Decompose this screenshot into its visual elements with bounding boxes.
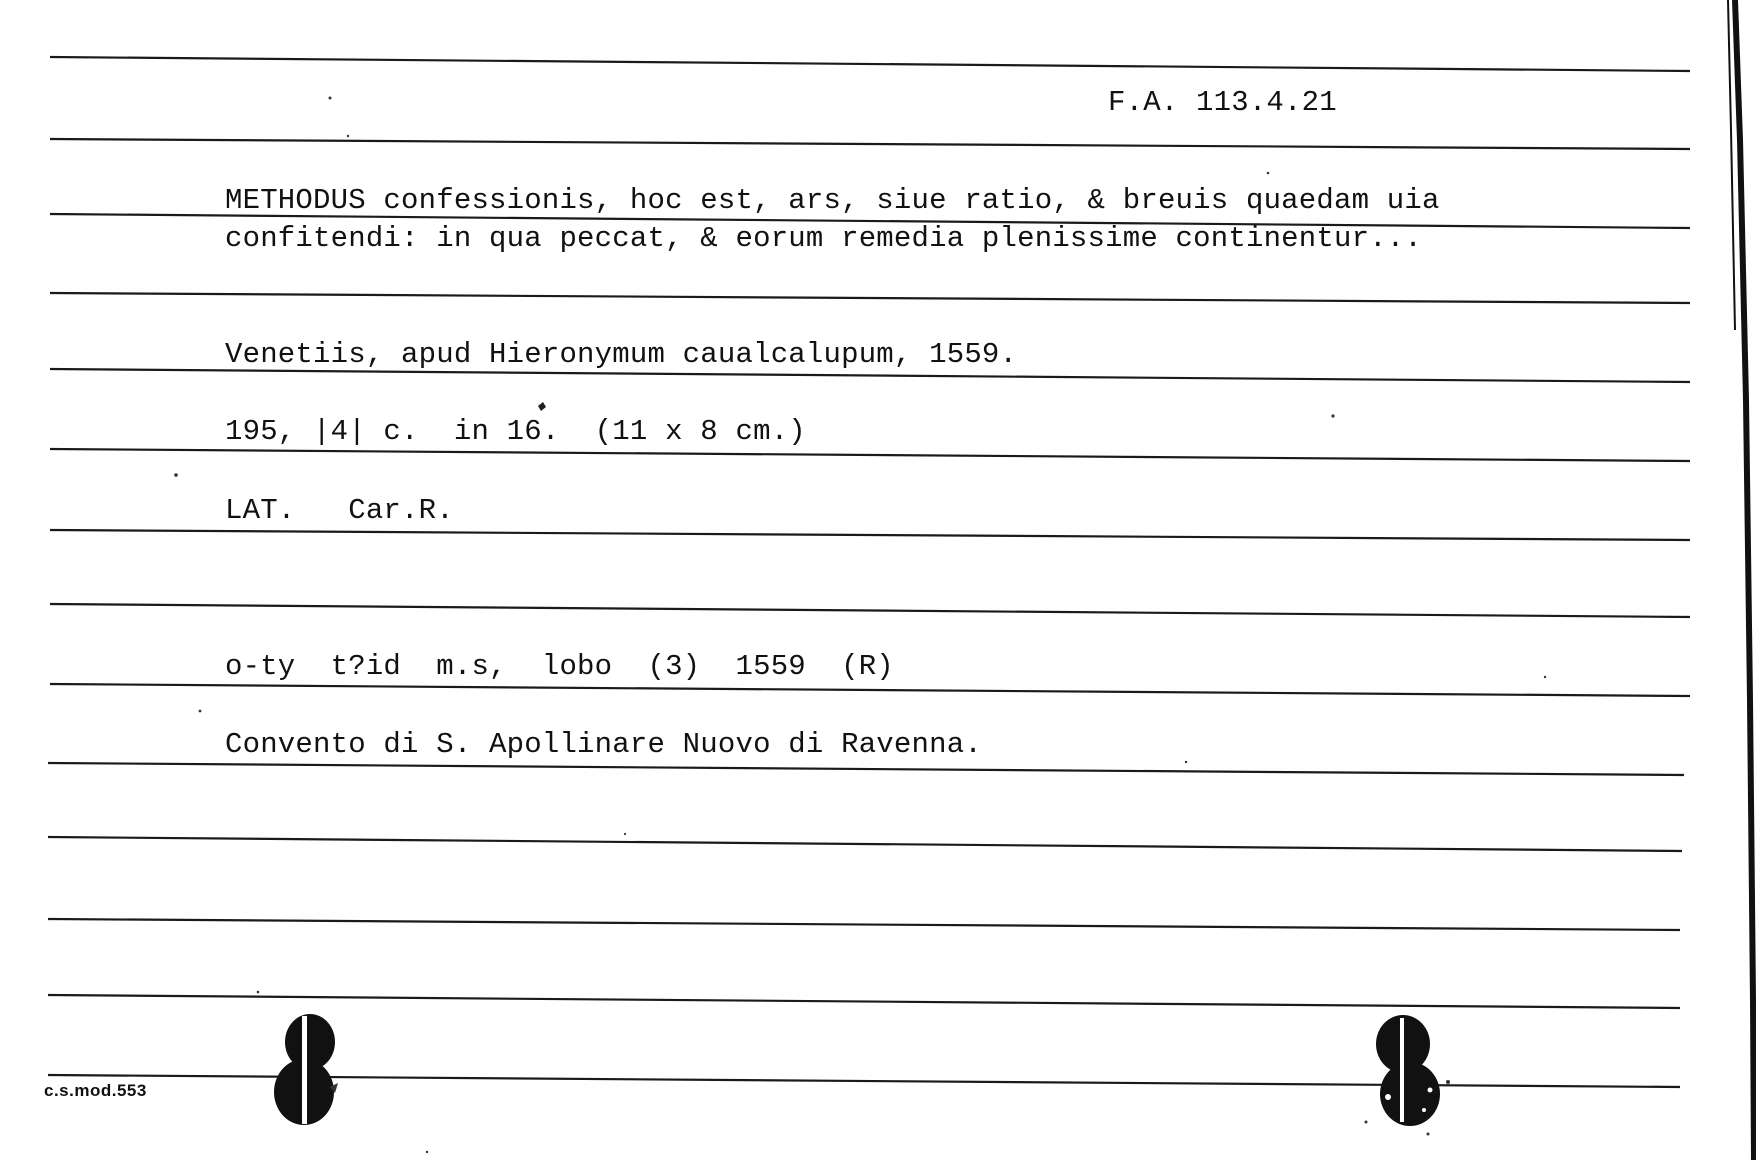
language-and-code: LAT. Car.R. [225,494,454,527]
title-line-2: confitendi: in qua peccat, & eorum remedia plenissime continentur... [225,222,1422,255]
binder-hole-left [268,1012,348,1132]
fingerprint: o-ty t?id m.s, lobo (3) 1559 (R) [225,650,894,683]
title-line-1: METHODUS confessionis, hoc est, ars, siue ratio, & breuis quaedam uia [225,184,1440,217]
imprint: Venetiis, apud Hieronymum caualcalupum, 1559. [225,338,1018,371]
call-number: F.A. 113.4.21 [1108,86,1337,119]
binder-hole-right [1358,1012,1458,1142]
collation: 195, |4| c. in 16. (11 x 8 cm.) [225,415,806,448]
form-code: c.s.mod.553 [44,1081,147,1100]
provenance: Convento di S. Apollinare Nuovo di Ravenna. [225,728,982,761]
